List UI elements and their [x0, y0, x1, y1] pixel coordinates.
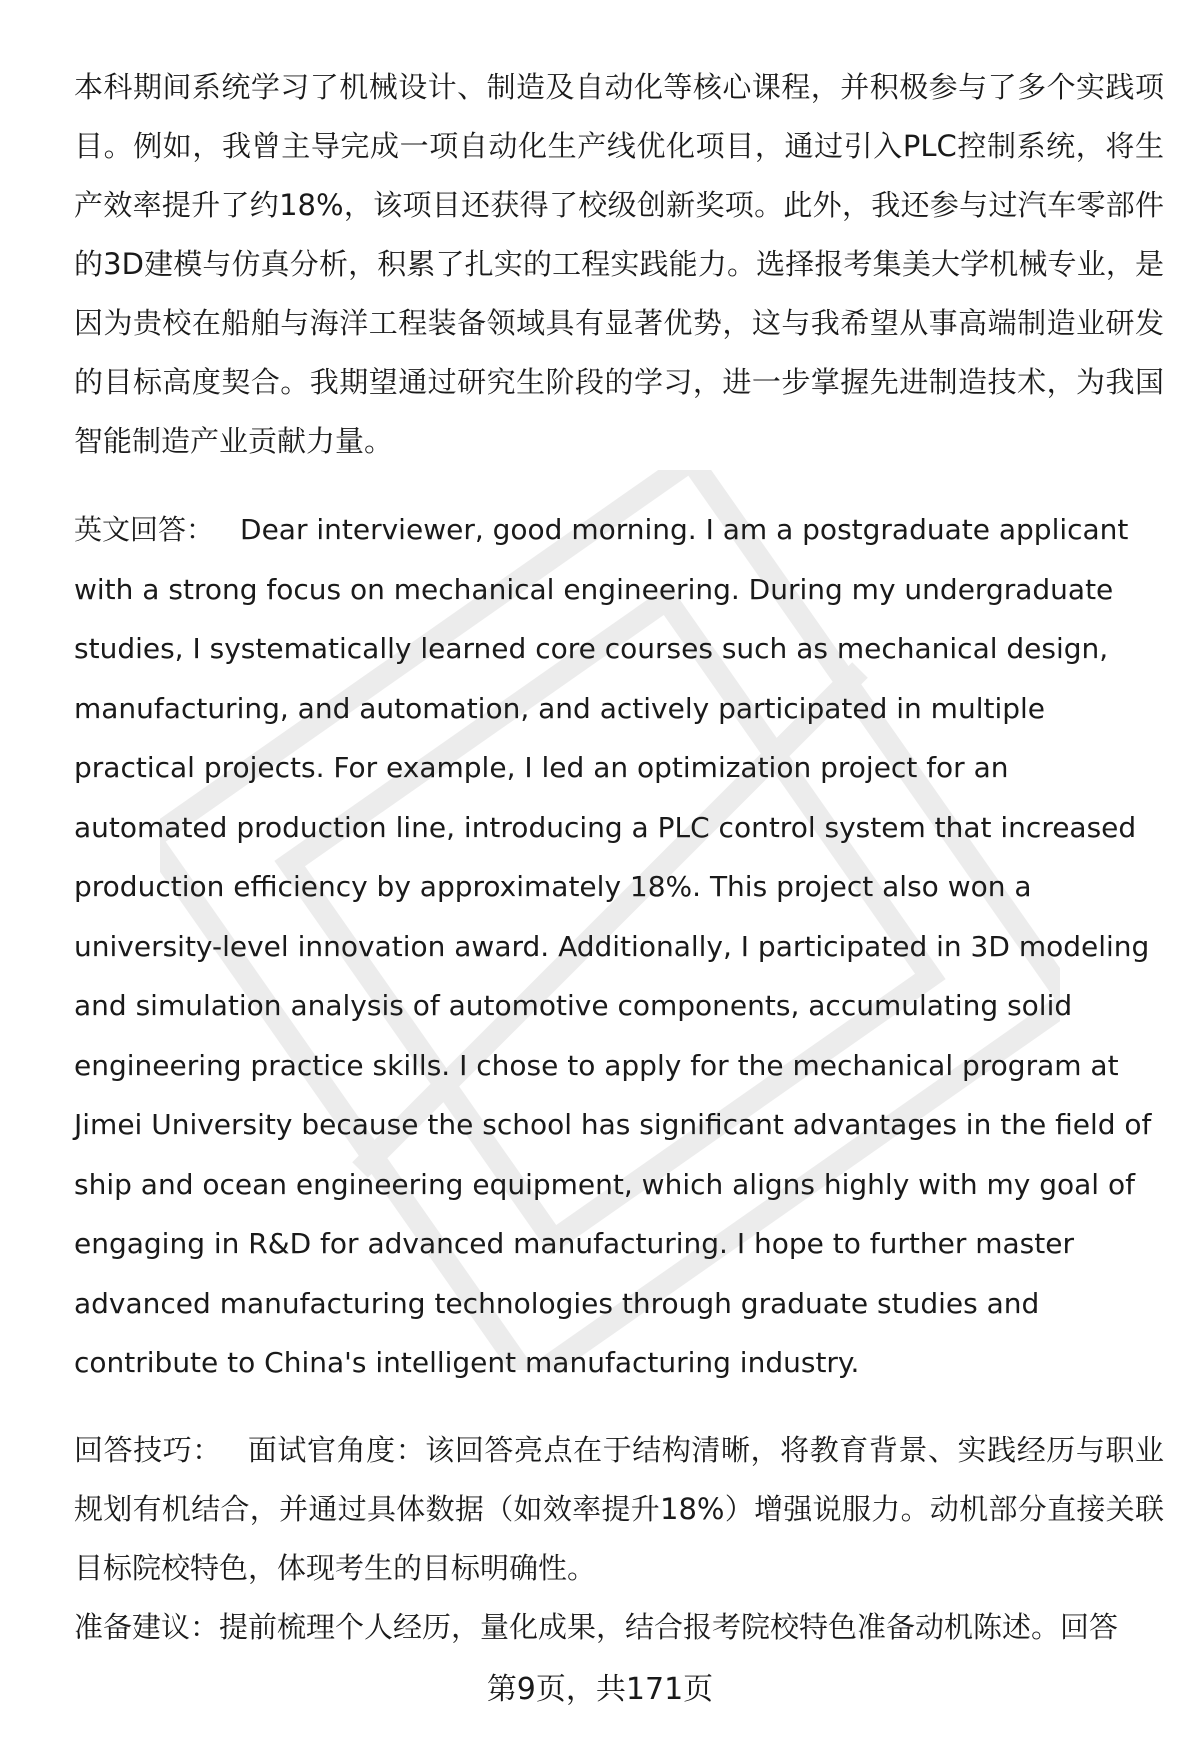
answer-tips-label: 回答技巧：	[74, 1432, 222, 1467]
prep-advice-text: 提前梳理个人经历，量化成果，结合报考院校特色准备动机陈述。回答	[219, 1609, 1119, 1644]
document-body	[74, 58, 1164, 1657]
english-answer-label: 英文回答：	[74, 513, 215, 546]
english-answer-text: Dear interviewer, good morning. I am a postgraduate applicant with a strong focus on mechanical engineering. During my undergraduate studies, I systematically learned core courses such as mechanical design, manufacturing, and automation, and actively participated in multiple practical projects. For example, I led an optimization project for an automated production line, introducing a PLC control system that increased production efficiency by approximately 18%. This project also won a university-level innovation award. Additionally, I participated in 3D modeling and simulation analysis of automotive components, accumulating solid engineering practice skills. I chose to apply for the mechanical program at Jimei University because the school has significant advantages in the field of ship and ocean engineering equipment, which aligns highly with my goal of engaging in R&D for advanced manufacturing. I hope to further master advanced manufacturing technologies through graduate studies and contribute to China's intelligent manufacturing industry.	[74, 513, 1152, 1379]
prep-advice-paragraph	[74, 1598, 1164, 1657]
english-answer-paragraph	[74, 500, 1164, 1393]
intro-paragraph: 本科期间系统学习了机械设计、制造及自动化等核心课程，并积极参与了多个实践项目。例如，我曾主导完成一项自动化生产线优化项目，通过引入PLC控制系统，将生产效率提升了约18%，该项目还获得了校级创新奖项。此外，我还参与过汽车零部件的3D建模与仿真分析，积累了扎实的工程实践能力。选择报考集美大学机械专业，是因为贵校在船舶与海洋工程装备领域具有显著优势，这与我希望从事高端制造业研发的目标高度契合。我期望通过研究生阶段的学习，进一步掌握先进制造技术，为我国智能制造产业贡献力量。	[74, 70, 1164, 458]
answer-tips-paragraph	[74, 1421, 1164, 1598]
prep-advice-label: 准备建议：	[74, 1609, 220, 1644]
answer-tips-text: 面试官角度：该回答亮点在于结构清晰，将教育背景、实践经历与职业规划有机结合，并通过具体数据（如效率提升18%）增强说服力。动机部分直接关联目标院校特色，体现考生的目标明确性。	[74, 1432, 1164, 1585]
page-number-footer: 第9页，共171页	[486, 1672, 714, 1707]
